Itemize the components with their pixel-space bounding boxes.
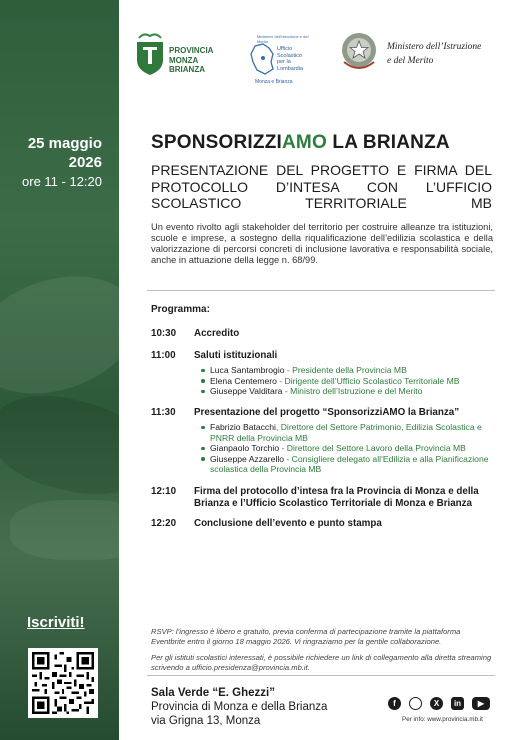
speaker: Gianpaolo Torchio - Direttore del Settore Lavoro della Provincia MB xyxy=(201,443,501,454)
event-date xyxy=(10,134,102,191)
x-icon[interactable]: X xyxy=(430,697,443,710)
programma-title: Programma: xyxy=(151,304,210,315)
venue xyxy=(151,686,327,728)
speaker: Elena Centemero - Dirigente dell’Ufficio Scolastico Territoriale MB xyxy=(201,376,501,387)
provincia-shield-icon xyxy=(135,32,165,76)
streaming-note: Per gli istituti scolastici interessati, è possibile richiedere un link di collegamento alla diretta streaming scrivendo a ufficio.presidenza@provincia.mb.it. xyxy=(151,653,492,672)
repubblica-emblem-icon xyxy=(340,28,378,74)
rsvp-note: RSVP: l’ingresso è libero e gratuito, previa conferma di partecipazione tramite la piattaforma Eventbrite entro il giorno 18 maggio 2026. Vi ringraziamo per la gentile collaborazione. xyxy=(151,627,461,646)
youtube-icon[interactable]: ▶ xyxy=(472,697,490,710)
venue-name: Sala Verde “E. Ghezzi” xyxy=(151,687,275,699)
partner-logos xyxy=(135,26,505,86)
venue-org: Provincia di Monza e della Brianza xyxy=(151,701,328,713)
qr-code[interactable] xyxy=(28,648,98,718)
speaker: Giuseppe Valditara - Ministro dell’Istruzione e del Merito xyxy=(201,386,501,397)
ministero-logo: Ministero dell’Istruzione e del Merito xyxy=(340,28,505,78)
speaker: Giuseppe Azzarello - Consigliere delegato all’Edilizia e alla Pianificazione scolastica della Provincia MB xyxy=(201,454,501,475)
venue-address: via Grigna 13, Monza xyxy=(151,715,261,727)
speaker: Fabrizio Batacchi, Direttore del Settore Patrimonio, Edilizia Scolastica e PNRR della Provincia MB xyxy=(201,422,501,443)
lombardia-map-icon xyxy=(249,42,277,76)
facebook-icon[interactable]: f xyxy=(388,697,401,710)
provincia-mb-logo xyxy=(135,26,230,84)
event-flyer: 25 maggio 2026 ore 11 - 12:20 Iscriviti! PROVINCIA MONZA BRIANZA Ministero dell'Istruzione e del Merito Ufficio Scolastico per la Lombardia Monza e Brianza Ministero dell’Istruzione e del Merito SPONSORIZZIAMO LA BRIANZA PRESENTAZIONE DEL PROGETTO E FIRMA DEL PROTOCOLLO D’INTESA CON L’UFFICIO SCOLASTICO TERRITORIALE MB Un evento rivolto agli stakeholder del territorio per costruire alleanze tra istituzioni, scuole e imprese, a sostegno della riqualificazione dell’edilizia scolastica e della valorizzazione di percorsi concreti di inclusione lavorativa e responsabilità sociale, anche in attuazione della legge n. 68/99. Programma: 10:30 Accredito 11:00 Saluti istituzionali Luca Santambrogio - Presidente della Provincia MB Elena Centemero - Dirigente dell’Ufficio Scolastico Territoriale MB Giuseppe Valditara - Ministro dell’Istruzione e del Merito 11:30 Presentazione del progetto “SponsorizziAMO la Brianza” Fabrizio Batacchi, Direttore del Settore Patrimonio, Edilizia Scolastica e PNRR della Provincia MB Gianpaolo Torchio - Direttore del Settore Lavoro della Provincia MB Giuseppe Azzarello - Consigliere delegato all’Edilizia e alla Pianificazione scolastica della Provincia MB 12:10 Firma del protocollo d’intesa fra la Provincia di Monza e della Brianza e l’Ufficio Scolastico Territoriale di Monza e Brianza 12:20 Conclusione dell’evento e punto stampa RSVP: l’ingresso è libero e gratuito, previa conferma di partecipazione tramite la piattaforma Eventbrite entro il giorno 18 maggio 2026. Vi ringraziamo per la gentile collaborazione. Per gli istituti scolastici interessati, è possibile richiedere un link di collegamento alla diretta streaming scrivendo a ufficio.presidenza@provincia.mb.it. Sala Verde “E. Ghezzi” Provincia di Monza e della Brianza via Grigna 13, Monza f X in ▶ Per info: www.provincia.mb.it xyxy=(0,0,523,740)
divider xyxy=(147,290,495,291)
notes xyxy=(151,627,493,672)
iscriviti-link[interactable]: Iscriviti! xyxy=(27,614,85,631)
speaker: Luca Santambrogio - Presidente della Provincia MB xyxy=(201,365,501,376)
date-year: 2026 xyxy=(68,154,102,171)
info-link[interactable]: Per info: www.provincia.mb.it xyxy=(402,716,483,723)
divider xyxy=(147,675,495,676)
linkedin-icon[interactable]: in xyxy=(451,697,464,710)
date-day: 25 maggio xyxy=(27,135,102,152)
provincia-logo-text: PROVINCIA MONZA BRIANZA xyxy=(169,46,214,74)
instagram-icon[interactable] xyxy=(409,697,422,710)
ufficio-scolastico-logo: Ministero dell'Istruzione e del Merito Ufficio Scolastico per la Lombardia Monza e Brianza xyxy=(249,34,334,90)
event-time: ore 11 - 12:20 xyxy=(22,174,102,189)
event-subtitle: PRESENTAZIONE DEL PROGETTO E FIRMA DEL PROTOCOLLO D’INTESA CON L’UFFICIO SCOLASTICO TERRITORIALE MB xyxy=(151,162,492,211)
event-title: SPONSORIZZIAMO LA BRIANZA xyxy=(151,132,450,153)
social-links xyxy=(388,697,492,713)
sidebar-photo-band xyxy=(0,0,119,740)
event-intro: Un evento rivolto agli stakeholder del territorio per costruire alleanze tra istituzioni, scuole e imprese, a sostegno della riqualificazione dell’edilizia scolastica e della valorizzazione di percorsi concreti di inclusione lavorativa e responsabilità sociale, anche in attuazione della legge n. 68/99. xyxy=(151,222,493,265)
speaker-list xyxy=(201,422,501,475)
speaker-list xyxy=(201,365,501,397)
